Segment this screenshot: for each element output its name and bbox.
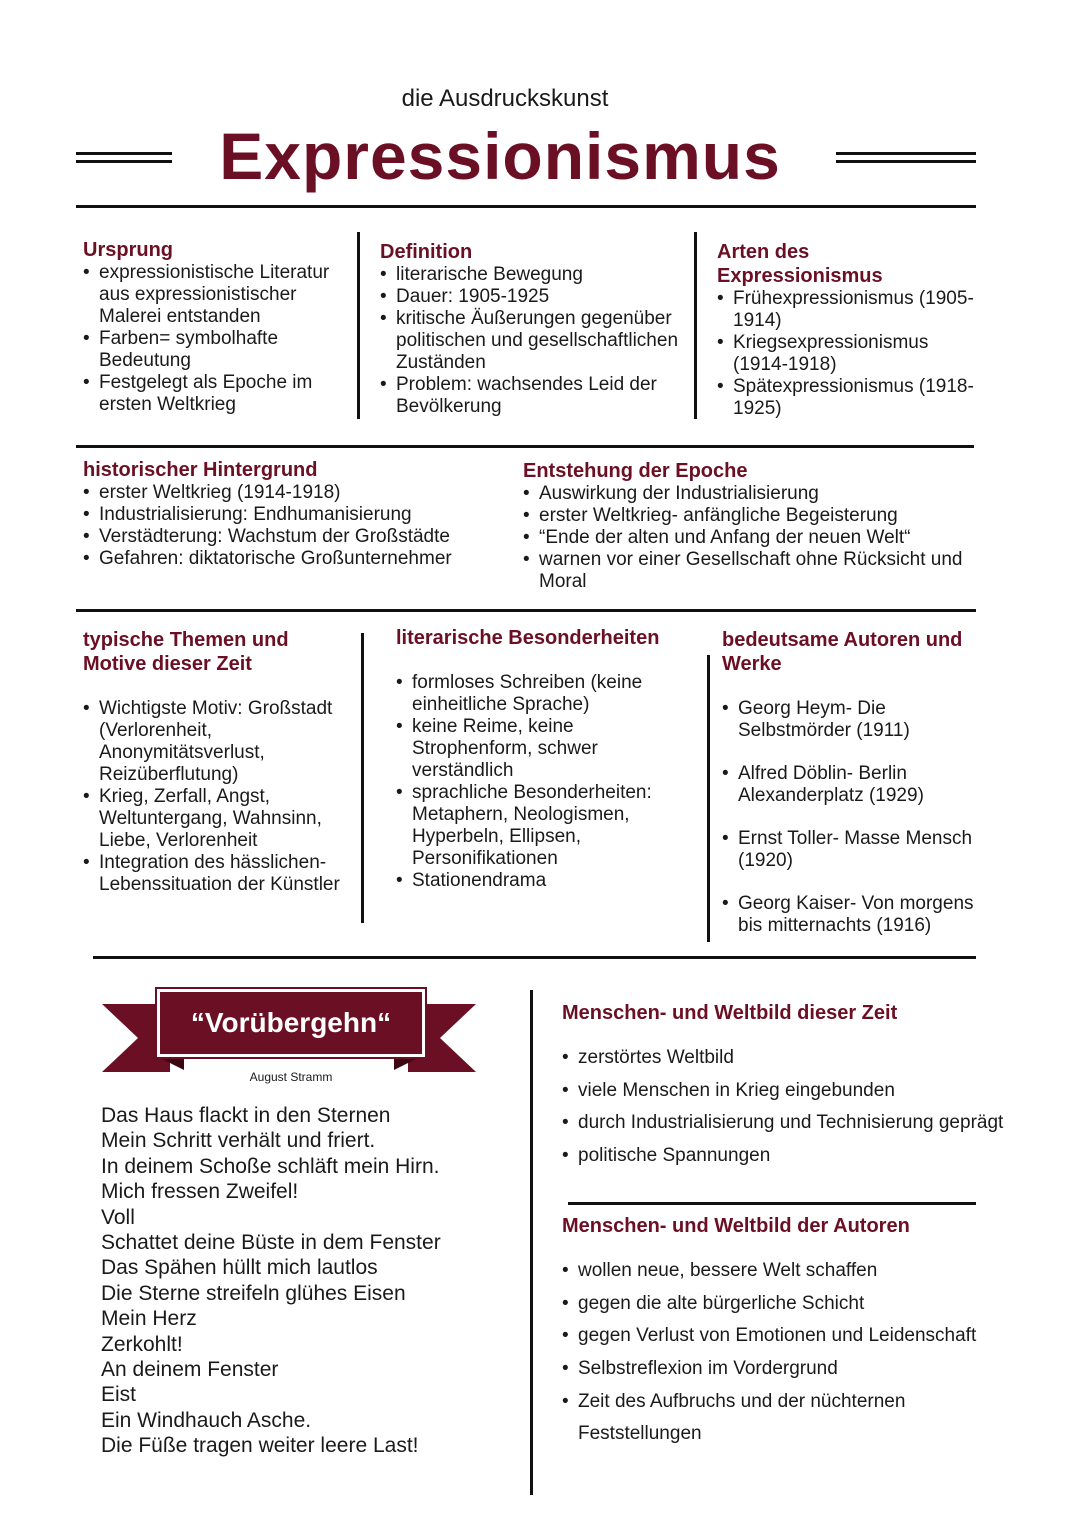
list-item: • Auswirkung der Industrialisierung <box>523 483 993 505</box>
poem-line: Mein Schritt verhält und friert. <box>101 1129 376 1153</box>
list-item: • viele Menschen in Krieg eingebunden <box>562 1080 1052 1102</box>
list-item: • Stationendrama <box>396 870 676 892</box>
list-item: • formloses Schreiben (keine einheitliche Sprache) <box>396 672 676 716</box>
page-subtitle: die Ausdruckskunst <box>401 85 609 112</box>
section-definition <box>380 240 690 418</box>
list-item: • Dauer: 1905-1925 <box>380 286 690 308</box>
list-item: • Spätexpressionismus (1918-1925) <box>717 376 979 420</box>
poem-line: Voll <box>101 1205 135 1229</box>
poem-line: Schattet deine Büste in dem Fenster <box>101 1231 441 1255</box>
section-heading: bedeutsame Autoren und Werke <box>722 629 963 675</box>
page-title: Expressionismus <box>219 119 781 193</box>
section-besonderheiten <box>396 626 676 892</box>
section-heading: Menschen- und Weltbild der Autoren <box>562 1215 910 1237</box>
section-weltbild-autoren <box>562 1214 1032 1461</box>
section-entstehung <box>523 459 993 593</box>
section-heading: Arten des Expressionismus <box>717 241 883 287</box>
section-heading: typische Themen und Motive dieser Zeit <box>83 629 289 675</box>
column-divider <box>530 990 533 1495</box>
section-ursprung <box>83 238 351 416</box>
list-item: • Krieg, Zerfall, Angst, Weltuntergang, Wahnsinn, Liebe, Verlorenheit <box>83 786 355 852</box>
poem-line: Das Haus flackt in den Sternen <box>101 1104 391 1127</box>
list-item: • Georg Heym- Die Selbstmörder (1911) <box>722 698 990 742</box>
list-item: • wollen neue, bessere Welt schaffen <box>562 1260 1032 1282</box>
poem-author: August Stramm <box>249 1070 333 1084</box>
poem-line: Das Spähen hüllt mich lautlos <box>101 1256 378 1280</box>
list-item: • Festgelegt als Epoche im ersten Weltkrieg <box>83 372 351 416</box>
list-item: • literarische Bewegung <box>380 264 690 286</box>
list-item: • durch Industrialisierung und Technisierung geprägt <box>562 1112 1052 1134</box>
section-heading: Entstehung der Epoche <box>523 460 748 482</box>
section-hintergrund <box>83 458 493 570</box>
list-item: • Industrialisierung: Endhumanisierung <box>83 504 493 526</box>
poem-title: “Vorübergehn“ <box>157 989 425 1057</box>
list-item: • zerstörtes Weltbild <box>562 1047 1052 1069</box>
divider <box>93 956 976 959</box>
list-item: • Frühexpressionismus (1905-1914) <box>717 288 979 332</box>
list-item: • gegen Verlust von Emotionen und Leidenschaft <box>562 1325 1032 1347</box>
list-item: • Integration des hässlichen- Lebenssituation der Künstler <box>83 852 355 896</box>
list-item: • erster Weltkrieg- anfängliche Begeisterung <box>523 505 993 527</box>
section-heading: Menschen- und Weltbild dieser Zeit <box>562 1002 898 1024</box>
section-themen <box>83 628 355 896</box>
section-heading: Ursprung <box>83 239 173 261</box>
poem-line: In deinem Schoße schläft mein Hirn. <box>101 1154 440 1178</box>
poem-text <box>101 1103 441 1459</box>
poem-line: Ein Windhauch Asche. <box>101 1408 312 1432</box>
list-item: • Alfred Döblin- Berlin Alexanderplatz (1929) <box>722 763 990 807</box>
list-item: • Kriegsexpressionismus (1914-1918) <box>717 332 979 376</box>
list-item: • erster Weltkrieg (1914-1918) <box>83 482 493 504</box>
section-heading: historischer Hintergrund <box>83 459 318 481</box>
list-item: • warnen vor einer Gesellschaft ohne Rücksicht und Moral <box>523 549 993 593</box>
list-item: • gegen die alte bürgerliche Schicht <box>562 1293 1032 1315</box>
poem-line: Die Sterne streifeln glühes Eisen <box>101 1281 406 1305</box>
poem-line: An deinem Fenster <box>101 1358 279 1382</box>
list-item: • Ernst Toller- Masse Mensch (1920) <box>722 828 990 872</box>
column-divider <box>357 232 360 419</box>
poem-line: Mein Herz <box>101 1307 197 1331</box>
divider <box>568 1202 976 1205</box>
list-item: • Wichtigste Motiv: Großstadt (Verlorenheit, Anonymitätsverlust, Reizüberflutung) <box>83 698 355 786</box>
column-divider <box>694 232 697 419</box>
section-heading: literarische Besonderheiten <box>396 627 660 649</box>
section-heading: Definition <box>380 241 473 263</box>
list-item: • Zeit des Aufbruchs und der nüchternen Feststellungen <box>562 1386 938 1450</box>
section-arten <box>717 240 979 420</box>
column-divider <box>361 633 364 923</box>
list-item: • Gefahren: diktatorische Großunternehmer <box>83 548 493 570</box>
poem-line: Zerkohlt! <box>101 1332 183 1356</box>
list-item: • politische Spannungen <box>562 1145 1052 1167</box>
poem-line: Die Füße tragen weiter leere Last! <box>101 1434 419 1458</box>
list-item: • Selbstreflexion im Vordergrund <box>562 1358 1032 1380</box>
list-item: • expressionistische Literatur aus expressionistischer Malerei entstanden <box>83 262 351 328</box>
poem-line: Mich fressen Zweifel! <box>101 1180 299 1204</box>
title-rule-right <box>836 152 976 163</box>
list-item: • sprachliche Besonderheiten: Metaphern, Neologismen, Hyperbeln, Ellipsen, Personifikationen <box>396 782 676 870</box>
list-item: • keine Reime, keine Strophenform, schwer verständlich <box>396 716 676 782</box>
list-item: • Georg Kaiser- Von morgens bis mitternachts (1916) <box>722 893 990 937</box>
list-item: • Problem: wachsendes Leid der Bevölkerung <box>380 374 690 418</box>
column-divider <box>707 655 710 942</box>
divider <box>76 445 974 448</box>
list-item: • kritische Äußerungen gegenüber politischen und gesellschaftlichen Zuständen <box>380 308 690 374</box>
list-item: • Farben= symbolhafte Bedeutung <box>83 328 351 372</box>
list-item: • Verstädterung: Wachstum der Großstädte <box>83 526 493 548</box>
list-item: • “Ende der alten und Anfang der neuen Welt“ <box>523 527 993 549</box>
divider <box>76 205 976 208</box>
poem-line: Eist <box>101 1383 137 1407</box>
section-autoren <box>722 628 990 937</box>
divider <box>76 609 976 612</box>
section-weltbild-zeit <box>562 1001 1052 1177</box>
